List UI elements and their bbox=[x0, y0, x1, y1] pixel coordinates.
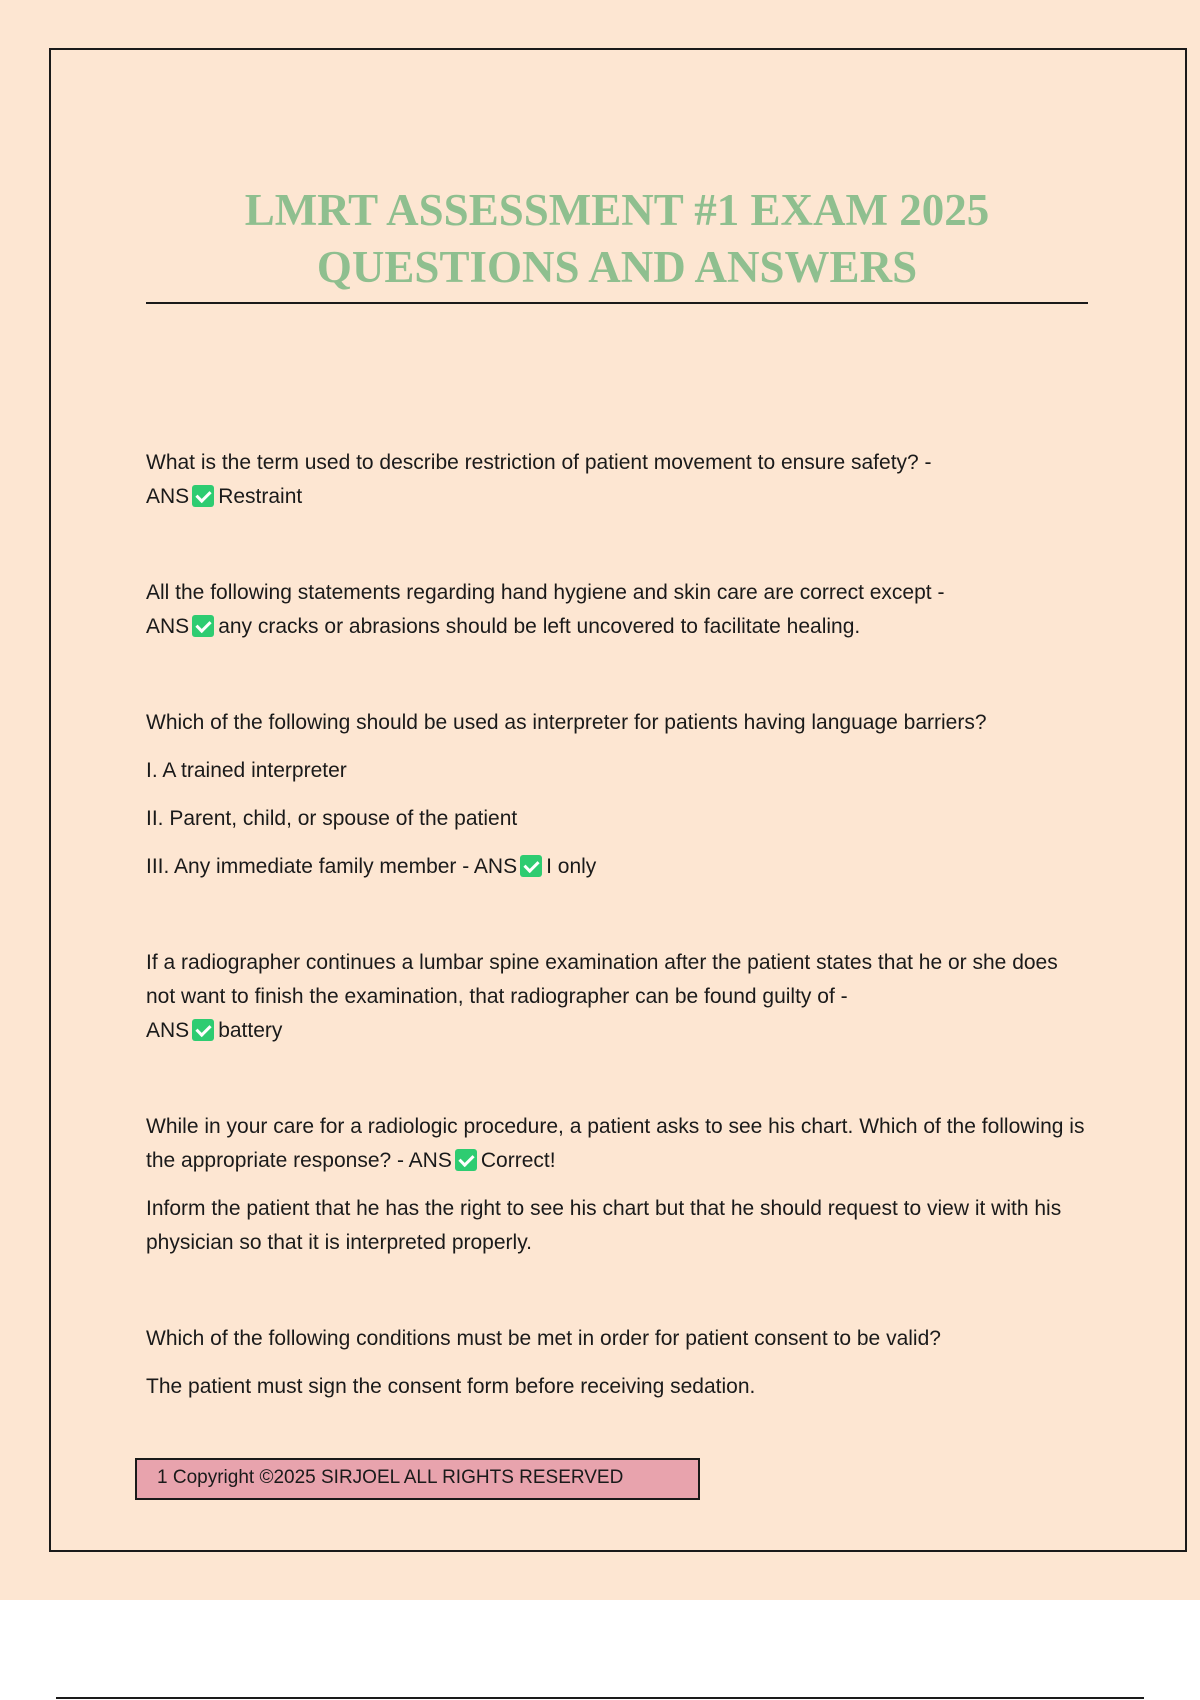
question-text: Which of the following should be used as interpreter for patients having language barriers? bbox=[146, 711, 987, 734]
question-text: If a radiographer continues a lumbar spine examination after the patient states that he or she does not want to finish the examination, that radiographer can be found guilty of - bbox=[146, 951, 1058, 1008]
question-text: Which of the following conditions must be met in order for patient consent to be valid? bbox=[146, 1327, 941, 1350]
option-3: III. Any immediate family member - ANS bbox=[146, 855, 518, 878]
ans-prefix: ANS bbox=[146, 615, 190, 638]
answer-text: The patient must sign the consent form before receiving sedation. bbox=[146, 1375, 756, 1398]
qa-item-3 bbox=[146, 706, 1086, 884]
answer-text: Restraint bbox=[218, 485, 303, 508]
qa-item-1 bbox=[146, 446, 1086, 514]
check-mark-icon bbox=[520, 855, 542, 877]
question-text: While in your care for a radiologic procedure, a patient asks to see his chart. Which of the following is the appropriate response? - ANS bbox=[146, 1115, 1085, 1172]
qa-item-6 bbox=[146, 1322, 1086, 1404]
answer-text: Correct! bbox=[480, 1149, 556, 1172]
option-2: II. Parent, child, or spouse of the patient bbox=[146, 807, 518, 830]
check-mark-icon bbox=[455, 1149, 477, 1171]
document-title bbox=[146, 182, 1088, 296]
copyright-footer: 1 Copyright ©2025 SIRJOEL ALL RIGHTS RESERVED bbox=[135, 1458, 700, 1500]
title-underline bbox=[146, 302, 1088, 304]
ans-prefix: ANS bbox=[146, 485, 190, 508]
check-mark-icon bbox=[192, 1019, 214, 1041]
page-separator-line bbox=[56, 1697, 1144, 1699]
title-line-2: QUESTIONS AND ANSWERS bbox=[316, 242, 918, 292]
qa-item-4 bbox=[146, 946, 1086, 1048]
answer-text: any cracks or abrasions should be left uncovered to facilitate healing. bbox=[218, 615, 861, 638]
ans-prefix: ANS bbox=[146, 1019, 190, 1042]
question-text: All the following statements regarding hand hygiene and skin care are correct except - bbox=[146, 581, 945, 604]
check-mark-icon bbox=[192, 485, 214, 507]
check-mark-icon bbox=[192, 615, 214, 637]
answer-explanation: Inform the patient that he has the right to see his chart but that he should request to view it with his physician so that it is interpreted properly. bbox=[146, 1197, 1062, 1254]
option-1: I. A trained interpreter bbox=[146, 759, 347, 782]
qa-item-5 bbox=[146, 1110, 1086, 1260]
qa-list bbox=[146, 446, 1086, 1466]
title-line-1: LMRT ASSESSMENT #1 EXAM 2025 bbox=[244, 185, 990, 235]
answer-text: I only bbox=[546, 855, 597, 878]
answer-text: battery bbox=[218, 1019, 283, 1042]
question-text: What is the term used to describe restriction of patient movement to ensure safety? - bbox=[146, 451, 932, 474]
qa-item-2 bbox=[146, 576, 1086, 644]
